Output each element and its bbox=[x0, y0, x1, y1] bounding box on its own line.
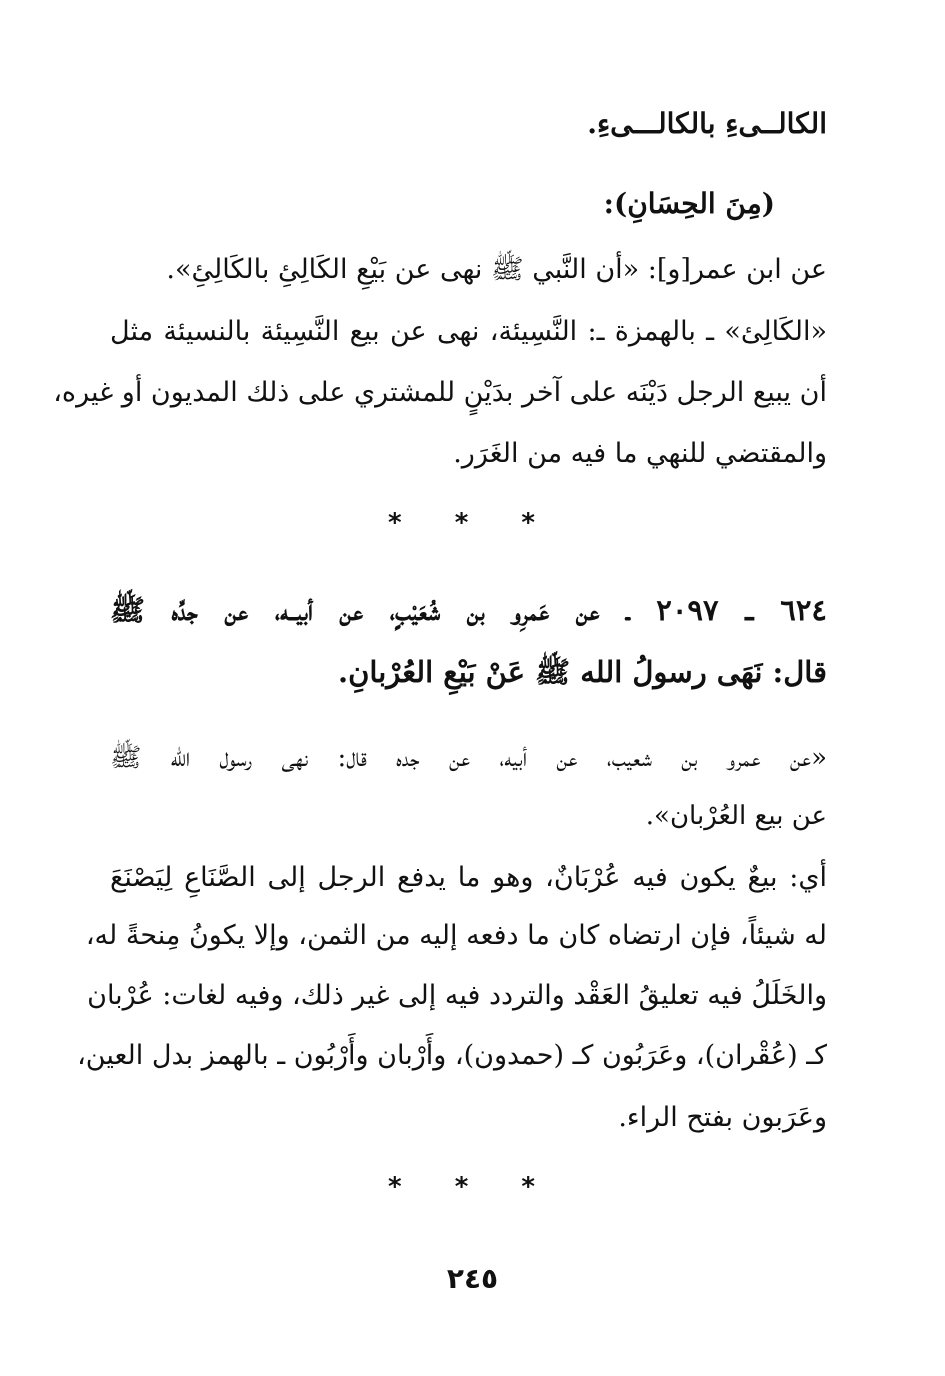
explanation-line-1: «الكَالِئ» ـ بالهمزة ـ: النَّسِيئة، نهى عن بيع النَّسِيئة بالنسيئة مثل bbox=[110, 316, 827, 347]
page-number: ٢٤٥ bbox=[446, 1262, 499, 1295]
explanation2-line-3: والخَلَلُ فيه تعليقُ العَقْد والتردد فيه إلى غير ذلك، وفيه لغات: عُرْبان bbox=[87, 980, 827, 1011]
section-separator: * * * bbox=[388, 508, 557, 538]
hadith-line-2: قال: نَهَى رسولُ الله ﷺ عَنْ بَيْعِ العُرْبانِ. bbox=[337, 655, 827, 689]
explanation2-line-5: وعَرَبون بفتح الراء. bbox=[618, 1102, 827, 1133]
explanation-line-3: والمقتضي للنهي ما فيه من الغَرَر. bbox=[453, 438, 827, 469]
source-heading: (مِنَ الحِسَانِ): bbox=[603, 187, 775, 220]
quote-line-2: عن بيع العُرْبان». bbox=[645, 801, 827, 831]
explanation2-line-2: له شيئاً، فإن ارتضاه كان ما دفعه إليه من الثمن، وإلا يكونُ مِنحةً له، bbox=[85, 920, 827, 951]
section-separator: * * * bbox=[388, 1172, 557, 1202]
quote-line-1: «عن عمرو بن شعيب، عن أبيه، عن جده قال: نهى رسول الله ﷺ bbox=[110, 743, 827, 773]
explanation2-line-1: أي: بيعٌ يكون فيه عُرْبَانٌ، وهو ما يدفع الرجل إلى الصَّنَاعِ لِيَصْنَعَ bbox=[110, 862, 827, 893]
hadith-line-1: ٦٢٤ ـ ٢٠٩٧ ـ عن عَمرِو بن شُعَيْبٍ، عن أبيــه، عن جدِّه ﷺ bbox=[110, 593, 827, 627]
explanation2-line-4: كـ (عُقْران)، وعَرَبُون كـ (حمدون)، وأَرْبان وأَرْبُون ـ بالهمز بدل العين، bbox=[77, 1040, 827, 1071]
explanation-line-2: أن يبيع الرجل دَيْنَه على آخر بدَيْنٍ للمشتري على ذلك المديون أو غيره، bbox=[53, 377, 827, 408]
narration-line: عن ابن عمر[و]: «أن النَّبي ﷺ نهى عن بَيْعِ الكَالِئِ بالكَالِئِ». bbox=[166, 254, 827, 285]
title-line: الكالــىءِ بالكالـــىءِ. bbox=[587, 107, 827, 140]
